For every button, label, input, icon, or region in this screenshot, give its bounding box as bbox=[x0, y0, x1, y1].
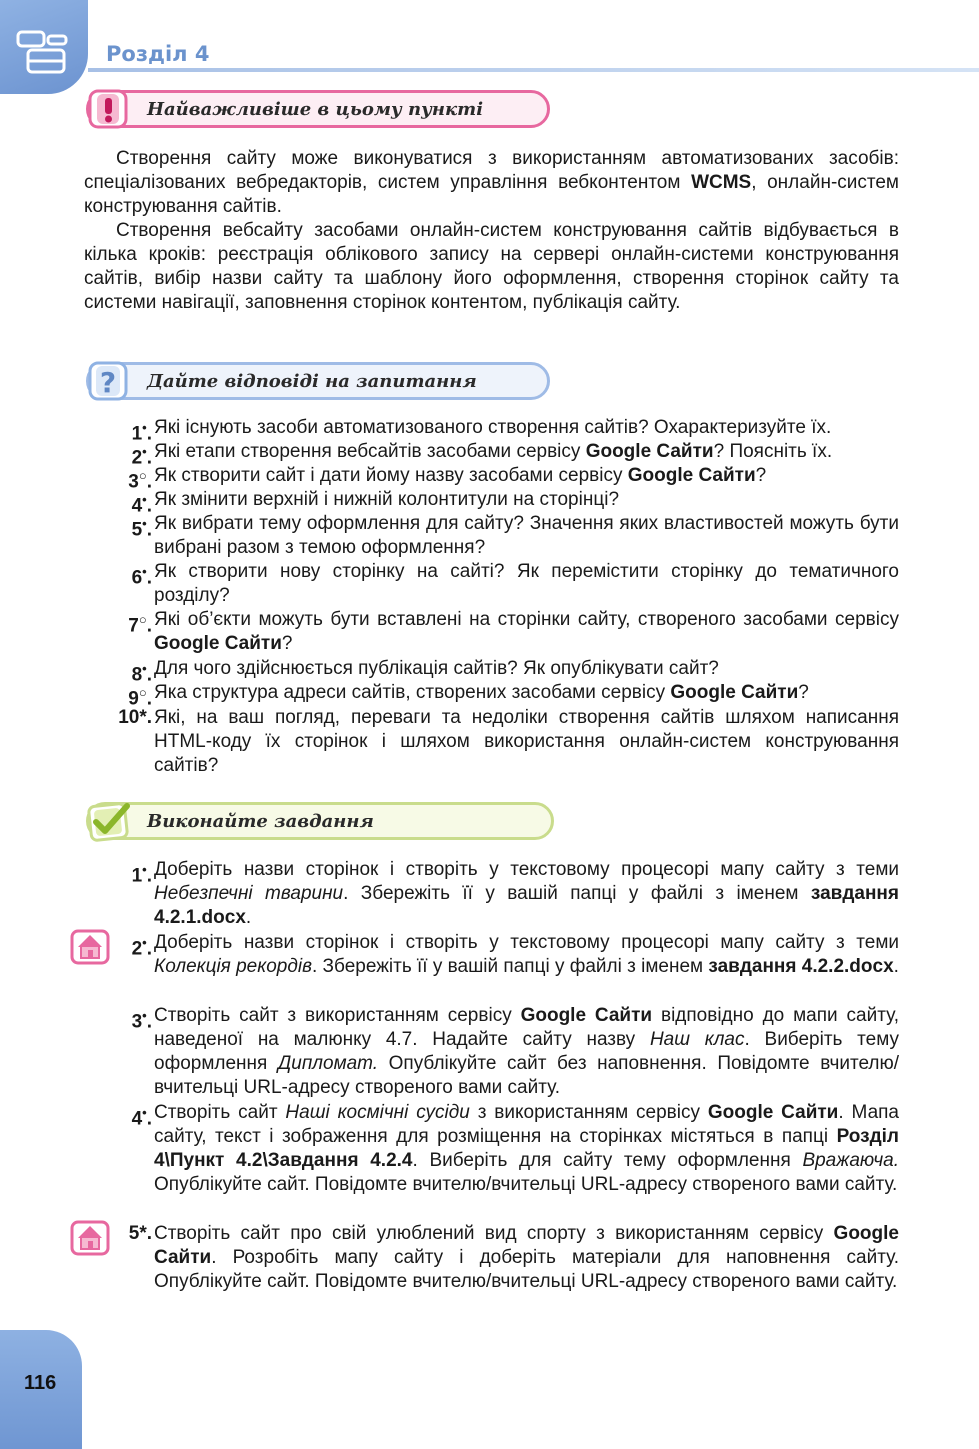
summary-banner bbox=[86, 90, 550, 128]
summary-paragraph-1: Створення сайту може виконуватися з використанням автоматизованих засобів: спеціалізованих вебредакторів, систем управління вебконтентом WCMS, онлайн-систем конструювання сайтів. bbox=[84, 148, 899, 217]
question-item: 3○. Як створити сайт і дати йому назву засобами сервісу Google Сайти? bbox=[84, 464, 899, 488]
task-number: 4•. bbox=[131, 1105, 152, 1130]
tasks-banner bbox=[86, 802, 554, 840]
header-divider bbox=[88, 68, 979, 72]
question-number: 1•. bbox=[131, 420, 152, 445]
questions-banner bbox=[86, 362, 550, 400]
question-item: 9○. Яка структура адреси сайтів, створених засобами сервісу Google Сайти? bbox=[84, 681, 899, 705]
task-number: 3•. bbox=[131, 1008, 152, 1033]
task-number: 1•. bbox=[131, 862, 152, 887]
question-item: 2•. Які етапи створення вебсайтів засобами сервісу Google Сайти? Поясніть їх. bbox=[84, 440, 899, 464]
section-icon bbox=[14, 24, 70, 80]
question-item: 8•. Для чого здійснюється публікація сайтів? Як опублікувати сайт? bbox=[84, 657, 899, 681]
task-item: 2•. Доберіть назви сторінок і створіть у текстовому процесорі мапу сайту з теми Колекція рекордів. Збережіть її у вашій папці у файлі з іменем завдання 4.2.2.docx. bbox=[84, 931, 899, 979]
question-number: 9○. bbox=[128, 685, 152, 710]
task-item: 5*. Створіть сайт про свій улюблений вид спорту з використанням сервісу Google Сайти. Розробіть мапу сайту і доберіть матеріали для наповнення сайту. Опублікуйте сайт. Повідомте вчителю/вчительці URL-адресу створеного вами сайту. bbox=[84, 1222, 899, 1294]
exclamation-icon bbox=[87, 88, 131, 132]
checkmark-icon bbox=[87, 800, 131, 844]
question-item: 7○. Які об’єкти можуть бути вставлені на сторінки сайту, створеного засобами сервісу Google Сайти? bbox=[84, 608, 899, 656]
summary-title: Найважливіше в цьому пункті bbox=[147, 99, 484, 120]
question-item: 5•. Як вибрати тему оформлення для сайту? Значення яких властивостей можуть бути вибрані разом з темою оформлення? bbox=[84, 512, 899, 560]
question-item: 4•. Як змінити верхній і нижній колонтитули на сторінці? bbox=[84, 488, 899, 512]
question-number: 8•. bbox=[131, 661, 152, 686]
page-number: 116 bbox=[24, 1372, 57, 1394]
section-title: Розділ 4 bbox=[106, 42, 210, 66]
question-item: 6•. Як створити нову сторінку на сайті? Як перемістити сторінку до тематичного розділу? bbox=[84, 560, 899, 608]
task-number: 2•. bbox=[131, 935, 152, 960]
question-item: 10*. Які, на ваш погляд, переваги та недоліки створення сайтів шляхом написання HTML-коду їх сторінок і шляхом використання онлайн-систем конструювання сайтів? bbox=[84, 706, 899, 778]
question-number: 7○. bbox=[128, 612, 152, 637]
section-corner-tab bbox=[0, 0, 88, 94]
questions-title: Дайте відповіді на запитання bbox=[147, 371, 477, 392]
question-icon bbox=[87, 360, 131, 404]
question-number: 5•. bbox=[131, 516, 152, 541]
question-number: 6•. bbox=[131, 564, 152, 589]
summary-paragraph-2: Створення вебсайту засобами онлайн-систем конструювання сайтів відбувається в кілька кроків: реєстрація облікового запису на сервері онлайн-системи конструювання сайтів, вибір назви сайту та шаблону його оформлення, створення сторінок сайту та системи навігації, заповнення сторінок контентом, публікація сайту. bbox=[84, 220, 899, 313]
task-item: 1•. Доберіть назви сторінок і створіть у текстовому процесорі мапу сайту з теми Небезпечні тварини. Збережіть її у вашій папці у файлі з іменем завдання 4.2.1.docx. bbox=[84, 858, 899, 930]
svg-text:?: ? bbox=[99, 366, 117, 399]
question-number: 4•. bbox=[131, 492, 152, 517]
question-number: 3○. bbox=[128, 468, 152, 493]
task-item: 4•. Створіть сайт Наші космічні сусіди з використанням сервісу Google Сайти. Мапа сайту, текст і зображення для розміщення на сторінках містяться в папці Розділ 4\Пункт 4.2\Завдання 4.2.4. Виберіть для сайту тему оформлення Вражаюча. Опублікуйте сайт. Повідомте вчителю/вчительці URL-адресу створеного вами сайту. bbox=[84, 1101, 899, 1197]
question-item: 1•. Які існують засоби автоматизованого створення сайтів? Охарактеризуйте їх. bbox=[84, 416, 899, 440]
tasks-title: Виконайте завдання bbox=[147, 811, 374, 832]
question-number: 10*. bbox=[118, 707, 152, 728]
task-item: 3•. Створіть сайт з використанням сервісу Google Сайти відповідно до мапи сайту, наведеної на малюнку 4.7. Надайте сайту назву Наш клас. Виберіть тему оформлення Дипломат. Опублікуйте сайт без наповнення. Повідомте вчителю/вчительці URL-адресу створеного вами сайту. bbox=[84, 1004, 899, 1100]
task-number: 5*. bbox=[128, 1223, 152, 1244]
question-number: 2•. bbox=[131, 444, 152, 469]
